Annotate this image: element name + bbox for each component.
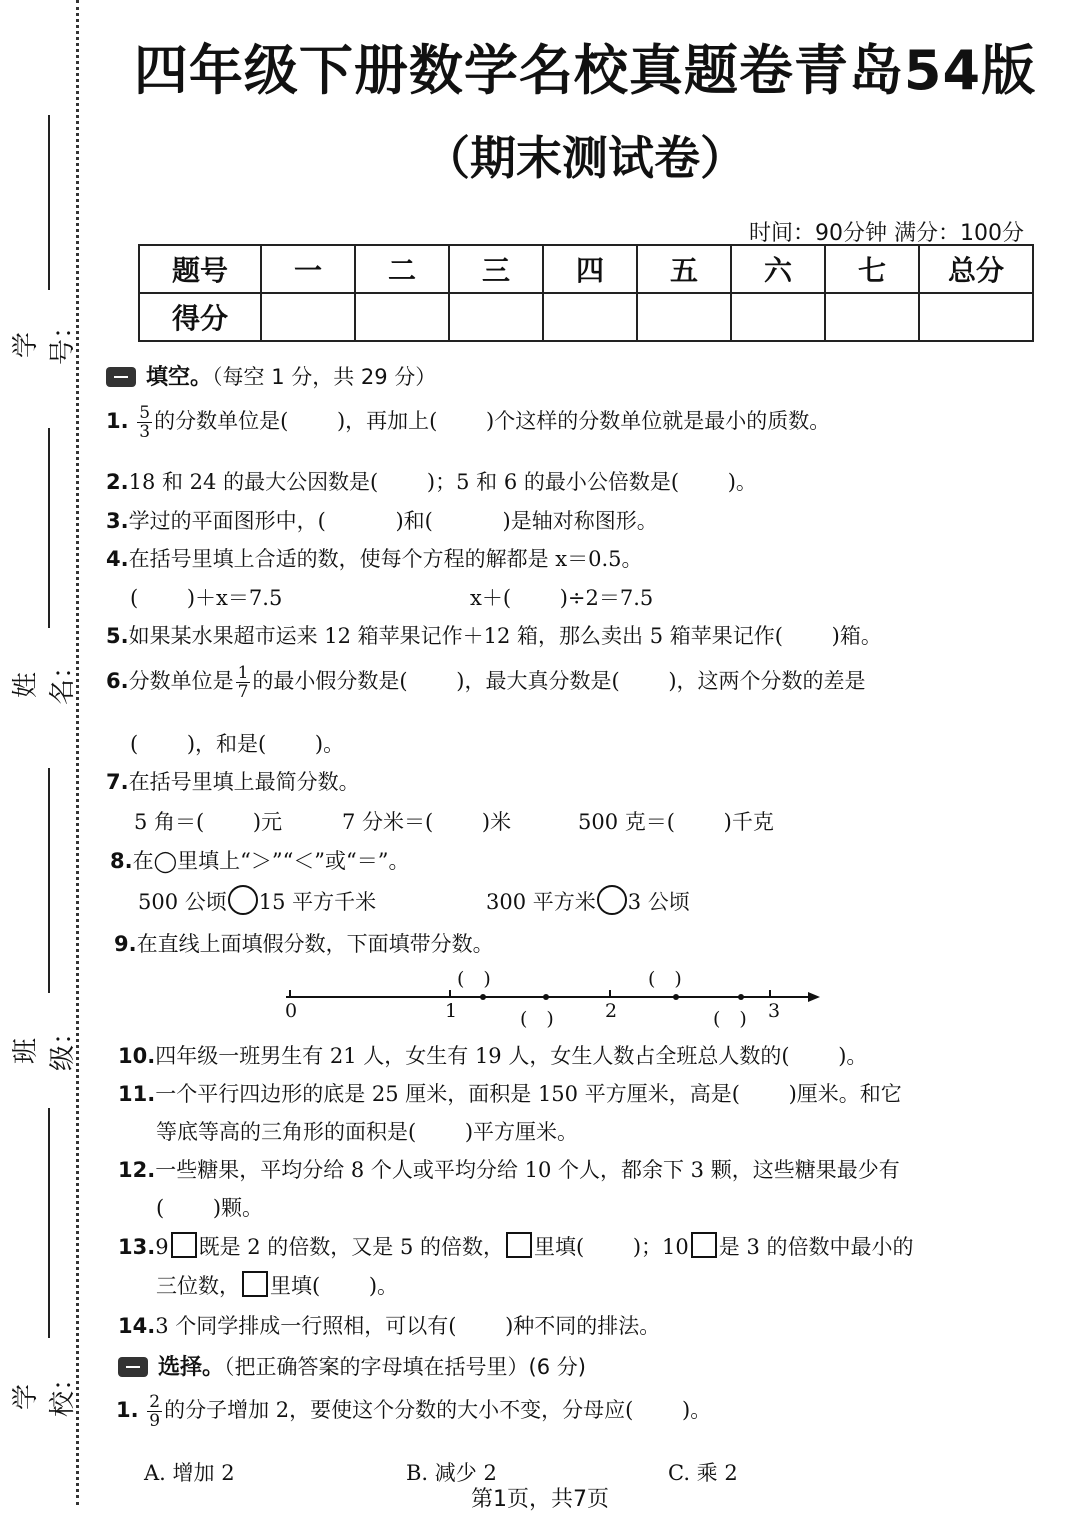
question-4 bbox=[106, 543, 643, 573]
question-text: 的分数单位是( )，再加上( )个这样的分数单位就是最小的质数。 bbox=[154, 409, 831, 433]
question-text: 3 个同学排成一行照相，可以有( )种不同的排法。 bbox=[155, 1314, 661, 1338]
xuehao-label: 学号： bbox=[11, 312, 78, 365]
equation-2: x＋( )÷2＝7.5 bbox=[470, 586, 654, 610]
question-text: 的分子增加 2，要使这个分数的大小不变，分母应( )。 bbox=[164, 1398, 712, 1422]
question-8-a bbox=[138, 885, 376, 916]
tick-label: 1 bbox=[445, 1000, 458, 1022]
fraction-denominator: 9 bbox=[149, 1411, 161, 1431]
score-value-row bbox=[139, 293, 1033, 341]
question-text: 分数单位是 bbox=[128, 669, 234, 693]
section-one-icon bbox=[106, 367, 136, 387]
question-number: 3. bbox=[106, 509, 129, 533]
fraction-numerator: 5 bbox=[139, 403, 151, 423]
choice-option-a[interactable]: A. 增加 2 bbox=[144, 1461, 235, 1485]
fraction bbox=[147, 1393, 162, 1430]
question-number: 8. bbox=[110, 849, 133, 873]
equation-1: ( )＋x＝7.5 bbox=[130, 586, 283, 610]
question-text: 9 bbox=[155, 1235, 169, 1259]
score-header-row bbox=[139, 245, 1033, 293]
question-number: 11. bbox=[118, 1082, 156, 1106]
fraction-numerator: 1 bbox=[237, 663, 249, 683]
xuexiao-line bbox=[48, 1108, 50, 1338]
fraction bbox=[236, 664, 251, 701]
question-text: 在直线上面填假分数，下面填带分数。 bbox=[136, 932, 494, 956]
question-text: 里填( )；10 bbox=[534, 1235, 689, 1259]
question-1 bbox=[106, 404, 830, 441]
score-header-cell: 二 bbox=[355, 245, 449, 293]
page-title: 四年级下册数学名校真题卷青岛54版 bbox=[133, 39, 1037, 102]
score-header-cell: 五 bbox=[637, 245, 731, 293]
question-text: 在括号里填上最简分数。 bbox=[128, 770, 360, 794]
score-header-cell: 总分 bbox=[919, 245, 1033, 293]
tick-label: 2 bbox=[605, 1000, 618, 1022]
question-text: 如果某水果超市运来 12 箱苹果记作＋12 箱，那么卖出 5 箱苹果记作( )箱。 bbox=[128, 624, 882, 648]
score-cell[interactable] bbox=[543, 293, 637, 341]
compare-left: 500 公顷 bbox=[138, 890, 227, 914]
answer-box[interactable] bbox=[242, 1271, 268, 1297]
question-7-c: 500 克＝( )千克 bbox=[578, 810, 774, 834]
question-12-line2: ( )颗。 bbox=[156, 1196, 264, 1220]
xingming-line bbox=[48, 428, 50, 628]
question-7-a: 5 角＝( )元 bbox=[134, 810, 283, 834]
question-number: 12. bbox=[118, 1158, 156, 1182]
question-3 bbox=[106, 505, 658, 535]
score-table bbox=[138, 244, 1034, 342]
answer-paren[interactable]: ( ) bbox=[648, 968, 682, 990]
question-text: 一些糖果，平均分给 8 个人或平均分给 10 个人，都余下 3 颗，这些糖果最少有 bbox=[155, 1158, 900, 1182]
answer-paren[interactable]: ( ) bbox=[520, 1008, 554, 1030]
xuexiao-label: 学校： bbox=[11, 1364, 78, 1417]
question-number: 10. bbox=[118, 1044, 156, 1068]
question-text: 三位数， bbox=[156, 1274, 240, 1298]
answer-box[interactable] bbox=[506, 1232, 532, 1258]
fraction-denominator: 3 bbox=[139, 422, 151, 442]
question-text: 18 和 24 的最大公因数是( )；5 和 6 的最小公倍数是( )。 bbox=[128, 470, 757, 494]
question-number: 4. bbox=[106, 547, 129, 571]
section-title: 选择。 bbox=[158, 1355, 225, 1380]
page-footer: 第1页，共7页 bbox=[471, 1487, 609, 1512]
question-text: 四年级一班男生有 21 人，女生有 19 人，女生人数占全班总人数的( )。 bbox=[155, 1044, 868, 1068]
question-10 bbox=[118, 1040, 867, 1070]
page-subtitle: （期末测试卷） bbox=[424, 131, 746, 185]
question-text: 学过的平面图形中，( )和( )是轴对称图形。 bbox=[128, 509, 658, 533]
question-8-b bbox=[486, 885, 690, 916]
banji-line bbox=[48, 768, 50, 993]
section-fill-blank bbox=[106, 360, 436, 391]
fraction-numerator: 2 bbox=[149, 1392, 161, 1412]
choice-option-b[interactable]: B. 减少 2 bbox=[406, 1461, 497, 1485]
answer-box[interactable] bbox=[691, 1232, 717, 1258]
question-2 bbox=[106, 466, 757, 496]
question-text: 一个平行四边形的底是 25 厘米，面积是 150 平方厘米，高是( )厘米。和它 bbox=[155, 1082, 902, 1106]
banji-label: 班级： bbox=[11, 1018, 78, 1071]
section-title: 填空。 bbox=[146, 365, 213, 390]
question-13-line2 bbox=[156, 1270, 398, 1300]
question-11-line2: 等底等高的三角形的面积是( )平方厘米。 bbox=[156, 1120, 579, 1144]
question-number: 6. bbox=[106, 669, 129, 693]
question-8 bbox=[110, 845, 410, 875]
question-number: 7. bbox=[106, 770, 129, 794]
compare-left: 300 平方米 bbox=[486, 890, 596, 914]
score-header-cell: 七 bbox=[825, 245, 919, 293]
question-number: 1. bbox=[106, 409, 129, 433]
fraction-denominator: 7 bbox=[237, 682, 249, 702]
question-number: 2. bbox=[106, 470, 129, 494]
score-header-cell: 三 bbox=[449, 245, 543, 293]
question-12 bbox=[118, 1154, 900, 1184]
tick-label: 0 bbox=[285, 1000, 298, 1022]
question-6-line2: ( )，和是( )。 bbox=[130, 732, 345, 756]
question-number: 9. bbox=[114, 932, 137, 956]
question-number: 14. bbox=[118, 1314, 156, 1338]
question-6 bbox=[106, 664, 866, 701]
section-two-icon bbox=[118, 1357, 148, 1377]
score-cell[interactable] bbox=[355, 293, 449, 341]
number-line bbox=[280, 962, 830, 1032]
tick-label: 3 bbox=[768, 1000, 781, 1022]
xuehao-line bbox=[48, 115, 50, 290]
compare-circle[interactable] bbox=[228, 885, 258, 915]
answer-box[interactable] bbox=[171, 1232, 197, 1258]
question-9 bbox=[114, 928, 494, 958]
question-7 bbox=[106, 766, 360, 796]
question-11 bbox=[118, 1078, 902, 1108]
answer-paren[interactable]: ( ) bbox=[713, 1008, 747, 1030]
section-note: （把正确答案的字母填在括号里）(6 分) bbox=[224, 1355, 586, 1379]
compare-right: 3 公顷 bbox=[627, 890, 690, 914]
xingming-label: 姓名： bbox=[11, 652, 78, 705]
question-5 bbox=[106, 620, 882, 650]
section-choice bbox=[118, 1350, 586, 1381]
question-7-b: 7 分米＝( )米 bbox=[342, 810, 512, 834]
exam-meta: 时间：90分钟 满分：100分 bbox=[749, 221, 1024, 246]
question-number: 13. bbox=[118, 1235, 156, 1259]
choice-option-c[interactable]: C. 乘 2 bbox=[668, 1461, 738, 1485]
compare-right: 15 平方千米 bbox=[258, 890, 377, 914]
question-text: 在◯里填上“＞”“＜”或“＝”。 bbox=[132, 849, 410, 873]
score-row-label: 得分 bbox=[139, 293, 261, 341]
question-14 bbox=[118, 1310, 660, 1340]
score-cell[interactable] bbox=[825, 293, 919, 341]
question-13 bbox=[118, 1231, 914, 1261]
choice-question-1 bbox=[116, 1393, 711, 1430]
compare-circle[interactable] bbox=[597, 885, 627, 915]
score-cell[interactable] bbox=[449, 293, 543, 341]
score-cell[interactable] bbox=[637, 293, 731, 341]
score-header-cell: 四 bbox=[543, 245, 637, 293]
question-text: 里填( )。 bbox=[270, 1274, 399, 1298]
question-number: 5. bbox=[106, 624, 129, 648]
answer-paren[interactable]: ( ) bbox=[457, 968, 491, 990]
score-cell[interactable] bbox=[731, 293, 825, 341]
question-number: 1. bbox=[116, 1398, 139, 1422]
score-header-cell: 题号 bbox=[139, 245, 261, 293]
question-text: 既是 2 的倍数，又是 5 的倍数， bbox=[198, 1235, 504, 1259]
binding-dashed-line bbox=[76, 0, 79, 1505]
score-cell[interactable] bbox=[919, 293, 1033, 341]
score-cell[interactable] bbox=[261, 293, 355, 341]
score-header-cell: 一 bbox=[261, 245, 355, 293]
fraction bbox=[137, 404, 152, 441]
score-header-cell: 六 bbox=[731, 245, 825, 293]
question-text: 在括号里填上合适的数，使每个方程的解都是 x＝0.5。 bbox=[128, 547, 643, 571]
section-note: （每空 1 分，共 29 分） bbox=[212, 365, 437, 389]
question-text: 的最小假分数是( )，最大真分数是( )，这两个分数的差是 bbox=[252, 669, 866, 693]
question-text: 是 3 的倍数中最小的 bbox=[718, 1235, 914, 1259]
